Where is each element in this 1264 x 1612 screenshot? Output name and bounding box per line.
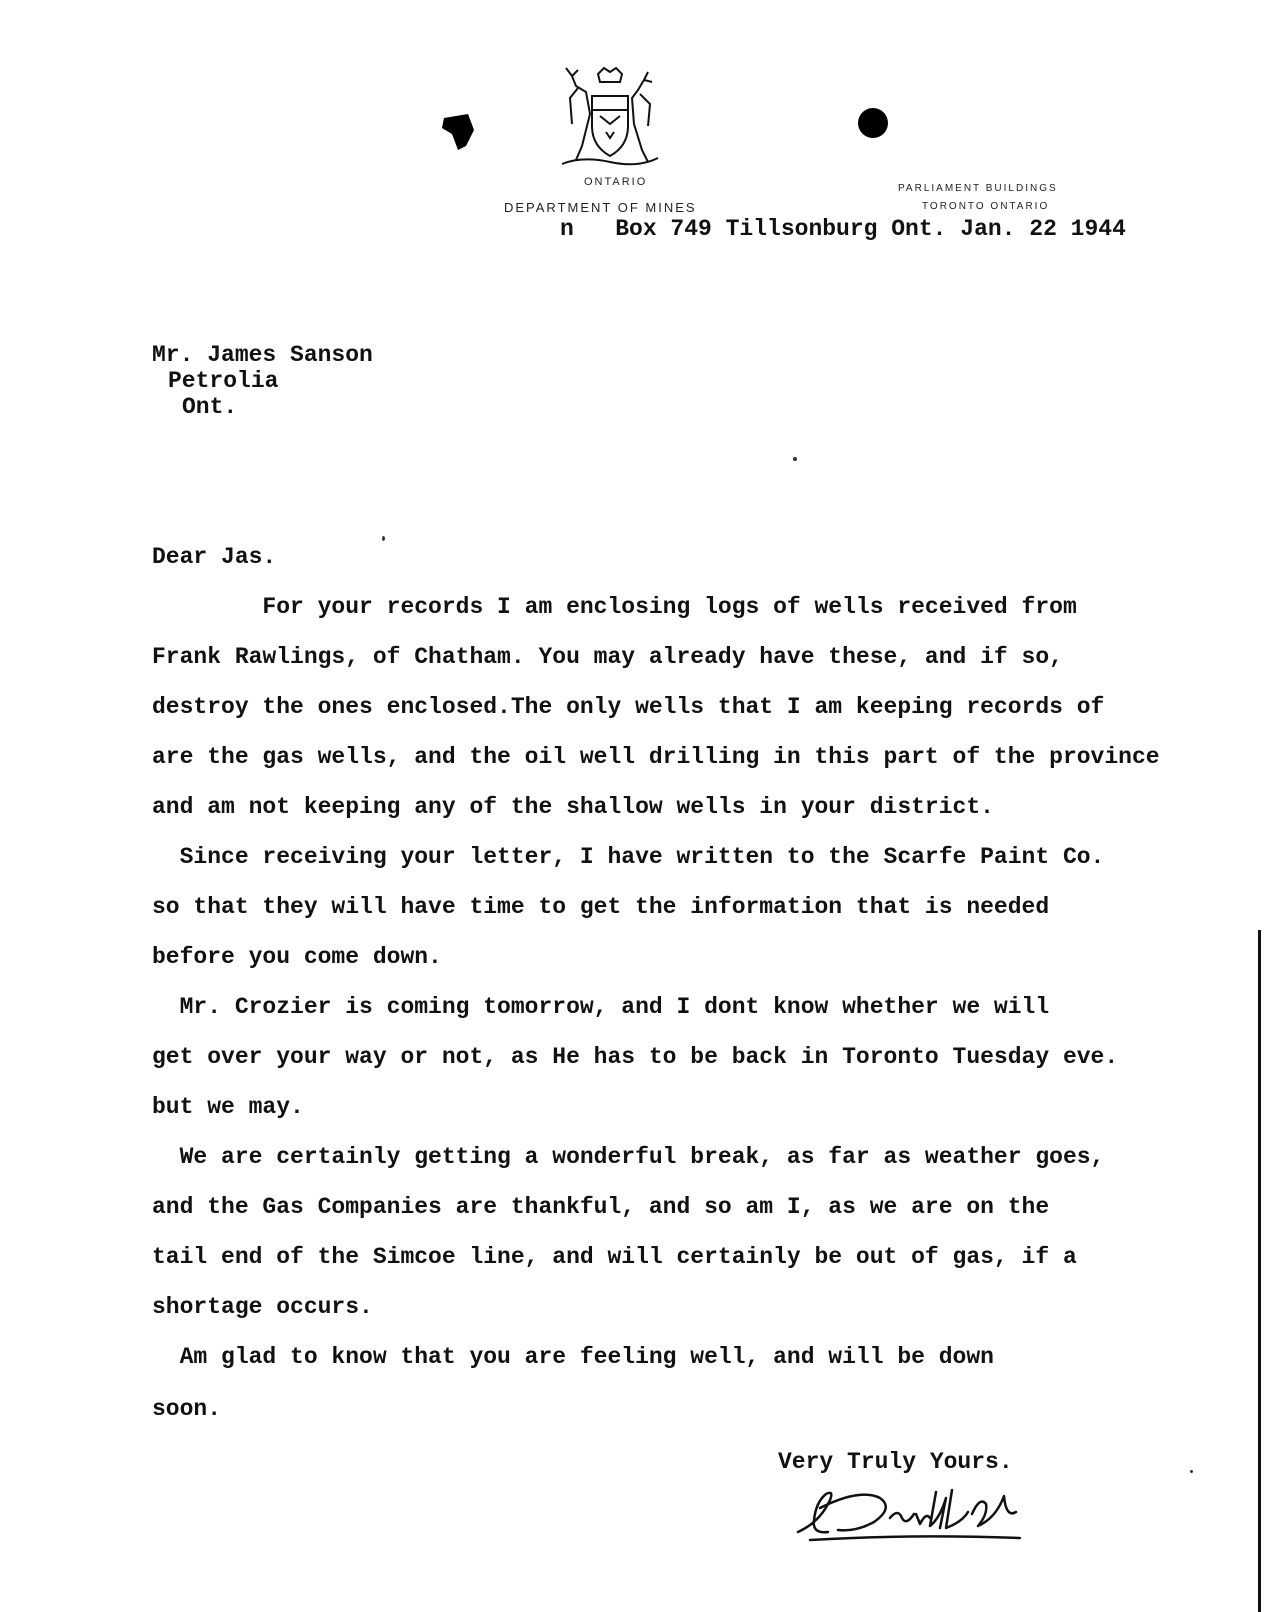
body-line: shortage occurs. <box>152 1294 373 1320</box>
paper-speck <box>793 457 797 461</box>
body-line: Frank Rawlings, of Chatham. You may already have these, and if so, <box>152 644 1063 670</box>
recipient-name: Mr. James Sanson <box>152 342 373 368</box>
letterhead-department: DEPARTMENT OF MINES <box>504 200 697 215</box>
punch-hole-right-icon <box>856 106 890 140</box>
body-line: but we may. <box>152 1094 304 1120</box>
dateline: n Box 749 Tillsonburg Ont. Jan. 22 1944 <box>560 216 1126 242</box>
body-line: Am glad to know that you are feeling well, and will be down <box>152 1344 994 1370</box>
paper-speck <box>382 536 385 541</box>
body-line: before you come down. <box>152 944 442 970</box>
body-line: Mr. Crozier is coming tomorrow, and I dont know whether we will <box>152 994 1050 1020</box>
paper-speck <box>1190 1470 1193 1473</box>
letterhead-parliament: PARLIAMENT BUILDINGS <box>898 183 1058 194</box>
recipient-city: Petrolia <box>168 368 279 394</box>
body-line: and the Gas Companies are thankful, and so am I, as we are on the <box>152 1194 1050 1220</box>
body-line: For your records I am enclosing logs of wells received from <box>152 594 1077 620</box>
letterhead-toronto: TORONTO ONTARIO <box>922 201 1050 212</box>
body-line: destroy the ones enclosed.The only wells that I am keeping records of <box>152 694 1105 720</box>
body-line: We are certainly getting a wonderful break, as far as weather goes, <box>152 1144 1105 1170</box>
closing: Very Truly Yours. <box>778 1449 1013 1475</box>
recipient-province: Ont. <box>182 394 238 420</box>
punch-hole-left-icon <box>440 112 476 152</box>
body-line: tail end of the Simcoe line, and will certainly be out of gas, if a <box>152 1244 1077 1270</box>
body-line: get over your way or not, as He has to be back in Toronto Tuesday eve. <box>152 1044 1119 1070</box>
body-line: Since receiving your letter, I have written to the Scarfe Paint Co. <box>152 844 1105 870</box>
body-line: soon. <box>152 1396 222 1422</box>
body-line: so that they will have time to get the information that is needed <box>152 894 1050 920</box>
handwritten-signature-icon <box>790 1478 1040 1548</box>
page-edge-rule <box>1258 930 1261 1612</box>
body-line: are the gas wells, and the oil well drilling in this part of the province <box>152 744 1160 770</box>
letterhead-ontario: ONTARIO <box>584 176 648 188</box>
body-line: and am not keeping any of the shallow wells in your district. <box>152 794 994 820</box>
salutation: Dear Jas. <box>152 544 277 570</box>
ontario-coat-of-arms-icon <box>552 64 668 176</box>
